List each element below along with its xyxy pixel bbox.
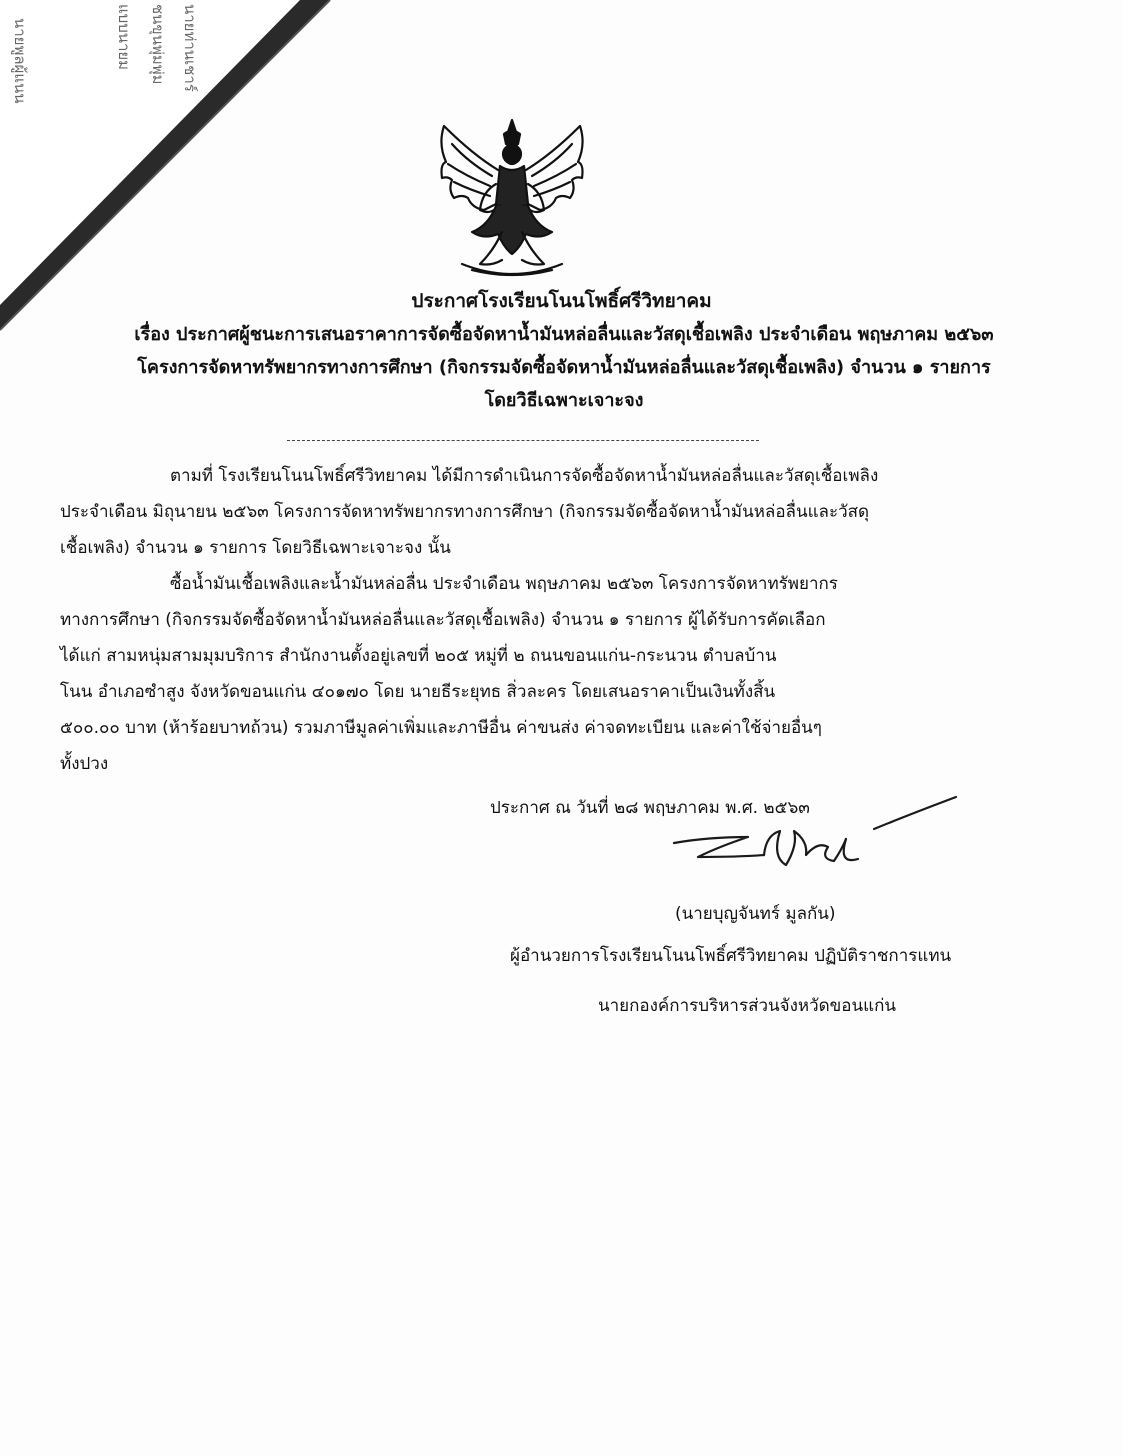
- body-line: ได้แก่ สามหนุ่มสามมุมบริการ สำนักงานตั้งอยู่เลขที่ ๒๐๕ หมู่ที่ ๒ ถนนขอนแก่น-กระนวน ตำบลบ้าน: [60, 646, 777, 666]
- margin-note: แบบนายม: [115, 4, 133, 71]
- dashed-divider: [287, 440, 759, 441]
- body-line: ประจำเดือน มิถุนายน ๒๕๖๓ โครงการจัดหาทรัพยากรทางการศึกษา (กิจกรรมจัดซื้อจัดหาน้ำมันหล่อลื่นและวัสดุ: [60, 502, 870, 522]
- signer-name: (นายบุญจันทร์ มูลกัน): [675, 904, 836, 924]
- subject-line: โดยวิธีเฉพาะเจาะจง: [484, 390, 644, 411]
- margin-handwritten-notes: [0, 0, 240, 180]
- document-subject: [14, 318, 1114, 417]
- body-line: ทางการศึกษา (กิจกรรมจัดซื้อจัดหาน้ำมันหล่อลื่นและวัสดุเชื้อเพลิง) จำนวน ๑ รายการ ผู้ได้รับการคัดเลือก: [60, 610, 826, 630]
- margin-note: ชนขุนพุ่มพุ่ม: [149, 4, 167, 85]
- signer-title-secondary: นายกองค์การบริหารส่วนจังหวัดขอนแก่น: [598, 996, 896, 1016]
- margin-note: นายพูลผู้แนน: [11, 18, 29, 104]
- garuda-emblem-icon: [432, 114, 592, 279]
- subject-line: เรื่อง ประกาศผู้ชนะการเสนอราคาการจัดซื้อจัดหาน้ำมันหล่อลื่นและวัสดุเชื้อเพลิง ประจำเดือน พฤษภาคม ๒๕๖๓: [134, 324, 994, 345]
- announcement-date: ประกาศ ณ วันที่ ๒๘ พฤษภาคม พ.ศ. ๒๕๖๓: [490, 798, 810, 818]
- signature-icon: [668, 785, 968, 895]
- body-line: ซื้อน้ำมันเชื้อเพลิงและน้ำมันหล่อลื่น ประจำเดือน พฤษภาคม ๒๕๖๓ โครงการจัดหาทรัพยากร: [170, 574, 838, 594]
- body-line: เชื้อเพลิง) จำนวน ๑ รายการ โดยวิธีเฉพาะเจาะจง นั้น: [60, 538, 451, 558]
- document-title: ประกาศโรงเรียนโนนโพธิ์ศรีวิทยาคม: [411, 290, 712, 312]
- subject-line: โครงการจัดหาทรัพยากรทางการศึกษา (กิจกรรมจัดซื้อจัดหาน้ำมันหล่อลื่นและวัสดุเชื้อเพลิง) จำนวน ๑ รายการ: [137, 357, 991, 378]
- margin-note: นายท่านเชาร์: [181, 4, 199, 92]
- body-line: ทั้งปวง: [60, 754, 109, 774]
- body-line: ตามที่ โรงเรียนโนนโพธิ์ศรีวิทยาคม ได้มีการดำเนินการจัดซื้อจัดหาน้ำมันหล่อลื่นและวัสดุเชื้อเพลิง: [170, 466, 879, 486]
- signer-title: ผู้อำนวยการโรงเรียนโนนโพธิ์ศรีวิทยาคม ปฏิบัติราชการแทน: [510, 946, 952, 966]
- body-line: ๕๐๐.๐๐ บาท (ห้าร้อยบาทถ้วน) รวมภาษีมูลค่าเพิ่มและภาษีอื่น ค่าขนส่ง ค่าจดทะเบียน และค่าใช้จ่ายอื่นๆ: [60, 718, 822, 738]
- document-body: [60, 458, 1045, 782]
- body-line: โนน อำเภอซำสูง จังหวัดขอนแก่น ๔๐๑๗๐ โดย นายธีระยุทธ สิ่วละคร โดยเสนอราคาเป็นเงินทั้งสิ้น: [60, 682, 776, 702]
